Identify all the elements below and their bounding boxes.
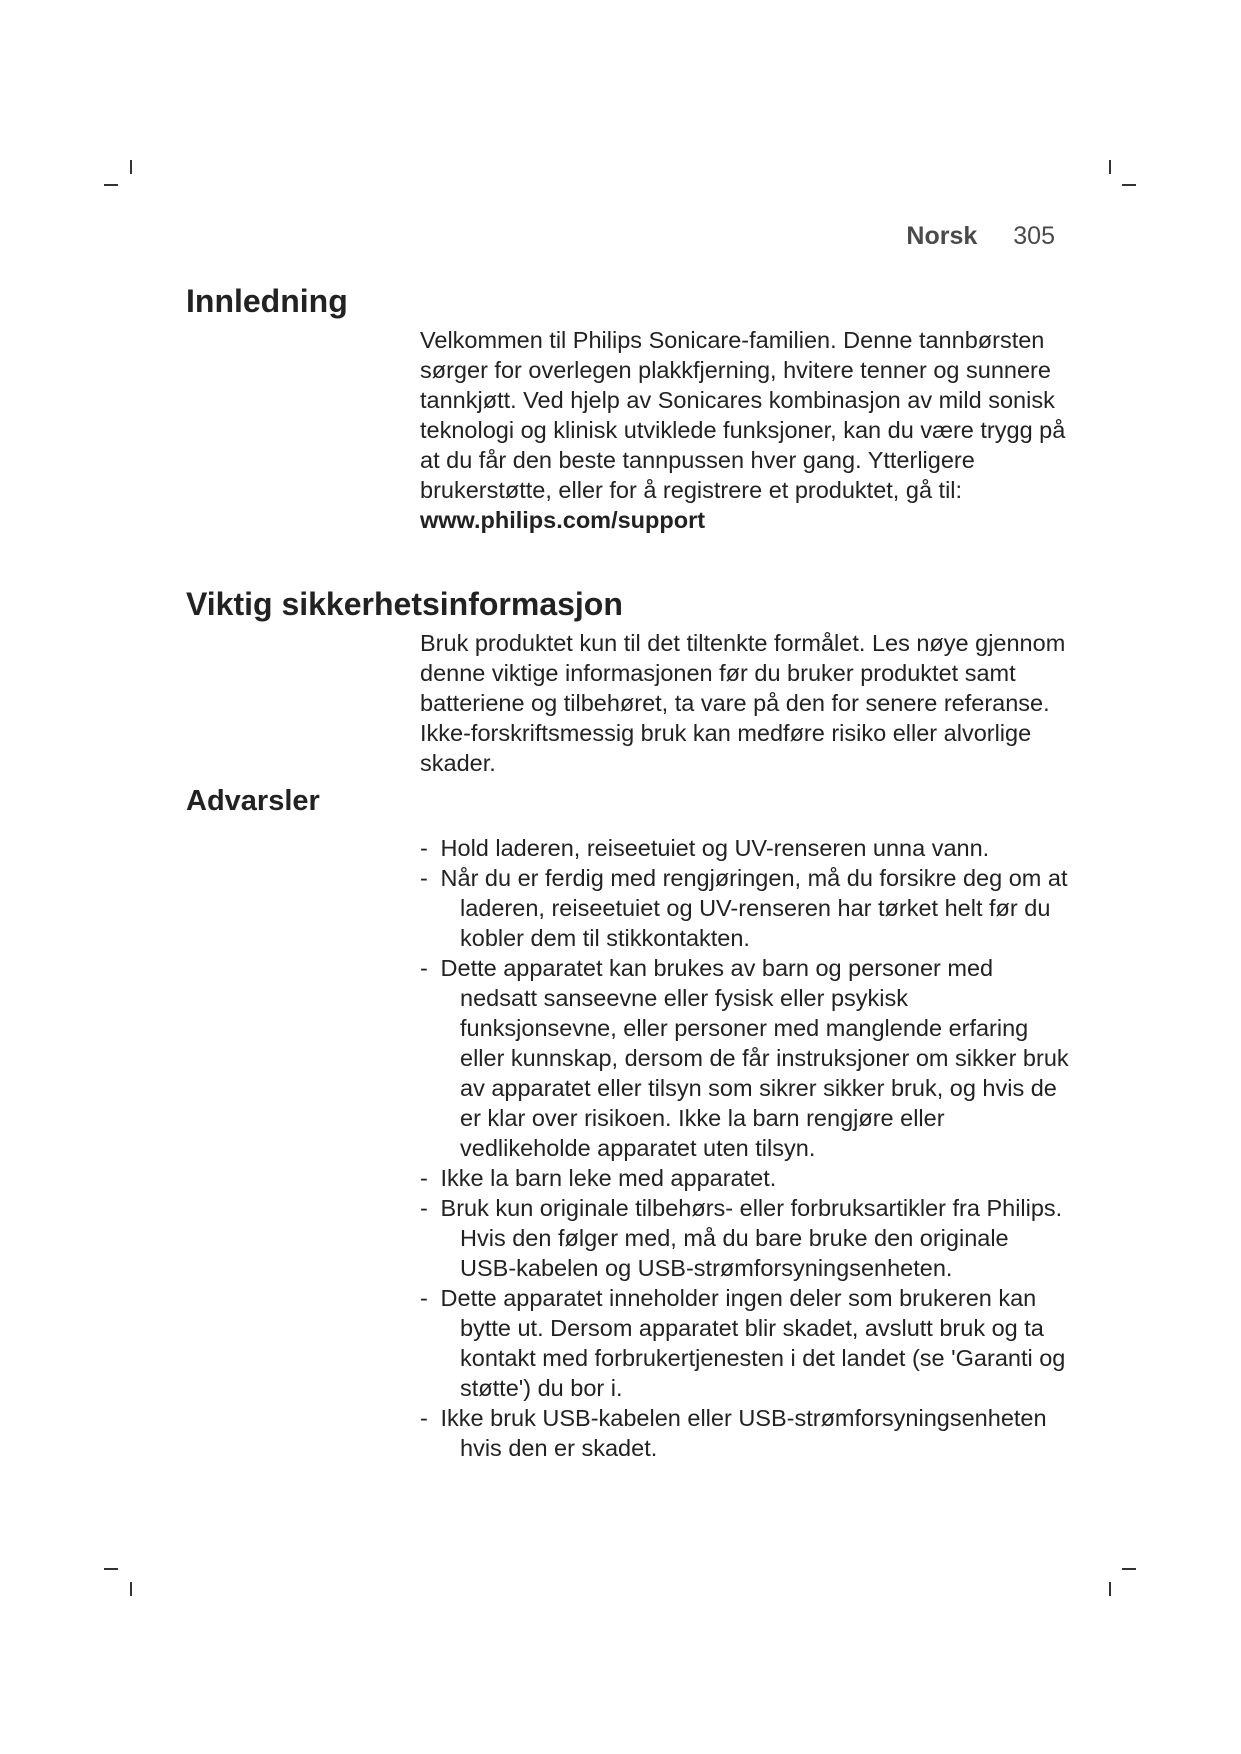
crop-mark-bottom-right-v	[1109, 1582, 1111, 1596]
warning-item: - Ikke la barn leke med apparatet.	[420, 1165, 777, 1191]
crop-mark-bottom-left-h	[104, 1568, 118, 1570]
section-title-safety: Viktig sikkerhetsinformasjon	[186, 586, 623, 622]
header-language: Norsk	[906, 222, 978, 250]
section-title-warnings: Advarsler	[186, 785, 320, 817]
crop-mark-top-left-h	[104, 184, 118, 186]
warning-item: - Hold laderen, reiseetuiet og UV-renseren unna vann.	[420, 835, 990, 861]
support-link[interactable]: www.philips.com/support	[420, 507, 706, 533]
warning-item: - Dette apparatet kan brukes av barn og personer med nedsatt sanseevne eller fysisk eller psykisk funksjonsevne, eller personer med manglende erfaring eller kunnskap, dersom de får instruksjoner om sikker bruk av apparatet eller tilsyn som sikrer sikker bruk, og hvis de er klar over risikoen. Ikke la barn rengjøre eller vedlikeholde apparatet uten tilsyn.	[420, 955, 1069, 1161]
intro-paragraph	[420, 325, 1070, 535]
crop-mark-bottom-left-v	[130, 1582, 132, 1596]
crop-mark-top-left-v	[130, 160, 132, 174]
crop-mark-top-right-v	[1109, 160, 1111, 174]
section-title-intro: Innledning	[186, 283, 348, 319]
warning-item: - Bruk kun originale tilbehørs- eller forbruksartikler fra Philips. Hvis den følger med, må du bare bruke den originale USB-kabelen og USB-strømforsyningsenheten.	[420, 1195, 1063, 1281]
warning-item: - Dette apparatet inneholder ingen deler som brukeren kan bytte ut. Dersom apparatet blir skadet, avslutt bruk og ta kontakt med forbrukertjenesten i det landet (se 'Garanti og støtte') du bor i.	[420, 1285, 1066, 1401]
running-header	[906, 222, 1055, 251]
page-number: 305	[1013, 222, 1055, 250]
crop-mark-top-right-h	[1122, 184, 1136, 186]
safety-paragraph: Bruk produktet kun til det tiltenkte formålet. Les nøye gjennom denne viktige informasjonen før du bruker produktet samt batteriene og tilbehøret, ta vare på den for senere referanse. Ikke-forskriftsmessig bruk kan medføre risiko eller alvorlige skader.	[420, 630, 1066, 776]
crop-mark-bottom-right-h	[1122, 1568, 1136, 1570]
warning-item: - Når du er ferdig med rengjøringen, må du forsikre deg om at laderen, reiseetuiet og UV-renseren har tørket helt før du kobler dem til stikkontakten.	[420, 865, 1068, 951]
warnings-list	[420, 833, 1070, 1463]
warning-item: - Ikke bruk USB-kabelen eller USB-strømforsyningsenheten hvis den er skadet.	[420, 1405, 1047, 1461]
intro-text: Velkommen til Philips Sonicare-familien. Denne tannbørsten sørger for overlegen plakkfjerning, hvitere tenner og sunnere tannkjøtt. Ved hjelp av Sonicares kombinasjon av mild sonisk teknologi og klinisk utviklede funksjoner, kan du være trygg på at du får den beste tannpussen hver gang. Ytterligere brukerstøtte, eller for å registrere et produktet, gå til:	[420, 327, 1066, 503]
